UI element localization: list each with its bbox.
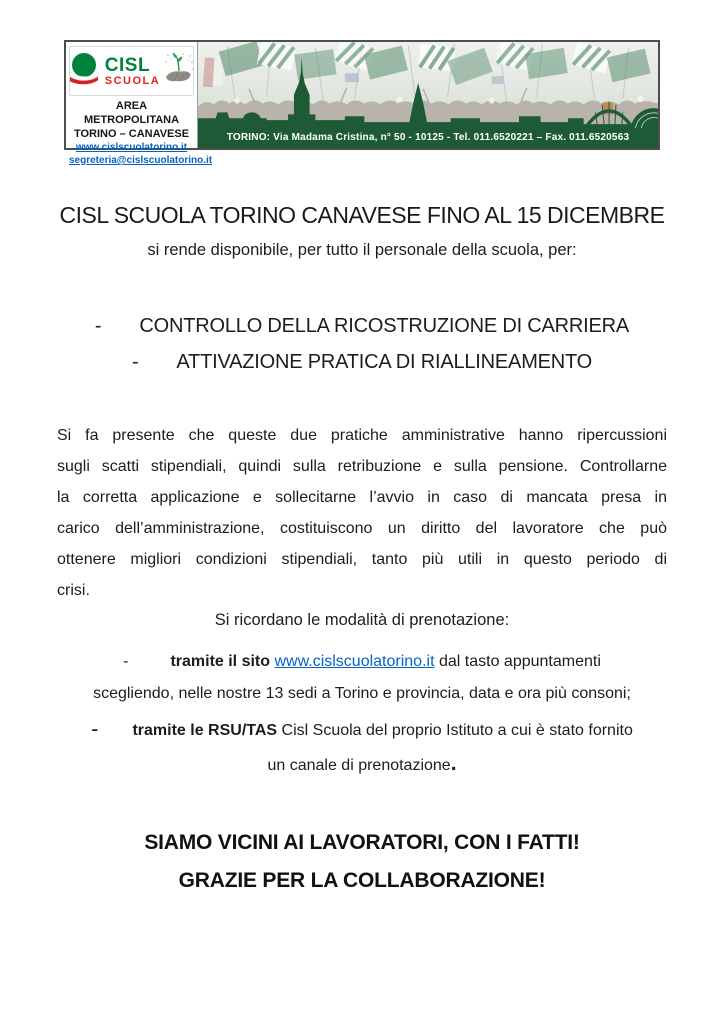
booking-lead: tramite il sito <box>170 653 271 670</box>
area-line2: TORINO – CANAVESE <box>73 128 190 140</box>
booking-line <box>57 646 667 678</box>
hand-sprout-icon <box>163 51 195 92</box>
paragraph-line: sugli scatti stipendiali, quindi sulla retribuzione e sulla pensione. Controllarne <box>57 458 667 475</box>
letterhead-website-link[interactable]: www.cislscuolatorino.it <box>75 142 188 153</box>
booking-line2-period: . <box>450 752 457 775</box>
booking-website-link[interactable]: www.cislscuolatorino.it <box>274 653 435 670</box>
booking-tail: Cisl Scuola del proprio Istituto a cui è stato fornito <box>281 722 633 739</box>
closing-line1: SIAMO VICINI AI LAVORATORI, CON I FATTI! <box>144 831 580 854</box>
logo-sub-name: SCUOLA <box>104 74 161 87</box>
paragraph-line: la corretta applicazione e sollecitarne l’avvio in caso di mancata presa in <box>57 489 667 506</box>
booking-line <box>57 747 667 782</box>
booking-item-rsu <box>57 712 667 782</box>
services-list <box>57 314 667 374</box>
area-line1: AREA METROPOLITANA <box>83 100 180 126</box>
booking-item-website <box>57 646 667 710</box>
body-paragraph <box>57 420 667 606</box>
crowd-flags-image <box>198 42 658 128</box>
paragraph-line: crisi. <box>57 582 90 599</box>
list-item <box>57 350 667 374</box>
logo-wordmark <box>105 56 160 87</box>
service-label: ATTIVAZIONE PRATICA DI RIALLINEAMENTO <box>176 351 593 373</box>
list-dash: - <box>94 315 102 337</box>
booking-line: scegliendo, nelle nostre 13 sedi a Torino e provincia, data e ora più consoni; <box>93 685 631 702</box>
cisl-scuola-logo <box>69 46 194 96</box>
cisl-emblem-icon <box>68 52 102 91</box>
page-title: CISL SCUOLA TORINO CANAVESE FINO AL 15 DICEMBRE <box>59 202 665 228</box>
letterhead-email-link[interactable]: segreteria@cislscuolatorino.it <box>69 155 213 166</box>
banner-photo <box>198 42 658 148</box>
booking-tail: dal tasto appuntamenti <box>438 653 601 670</box>
letterhead-left-panel <box>66 42 213 166</box>
list-dash: - <box>91 716 99 741</box>
address-bar: TORINO: Via Madama Cristina, n° 50 - 10125 - Tel. 011.6520221 – Fax. 011.6520563 <box>198 128 658 148</box>
booking-line <box>57 712 667 747</box>
list-dash: - <box>123 653 129 670</box>
page-subtitle: si rende disponibile, per tutto il personale della scuola, per: <box>147 241 577 259</box>
service-label: CONTROLLO DELLA RICOSTRUZIONE DI CARRIERA <box>139 315 630 337</box>
document-body <box>57 200 667 900</box>
letterhead <box>64 40 660 166</box>
closing-line2: GRAZIE PER LA COLLABORAZIONE! <box>178 869 546 892</box>
logo-org-name: CISL <box>104 54 151 76</box>
paragraph-line: Si fa presente che queste due pratiche amministrative hanno ripercussioni <box>57 427 667 444</box>
paragraph-line: carico dell’amministrazione, costituiscono un diritto del lavoratore che può <box>57 520 667 537</box>
list-dash: - <box>131 351 139 373</box>
booking-lead: tramite le RSU/TAS <box>132 722 278 739</box>
closing-block <box>57 824 667 900</box>
paragraph-line: ottenere migliori condizioni stipendiali, tanto più utili in questo periodo di <box>57 551 667 568</box>
booking-heading: Si ricordano le modalità di prenotazione: <box>214 611 510 629</box>
list-item <box>57 314 667 338</box>
booking-line2-text: un canale di prenotazione <box>267 757 451 774</box>
